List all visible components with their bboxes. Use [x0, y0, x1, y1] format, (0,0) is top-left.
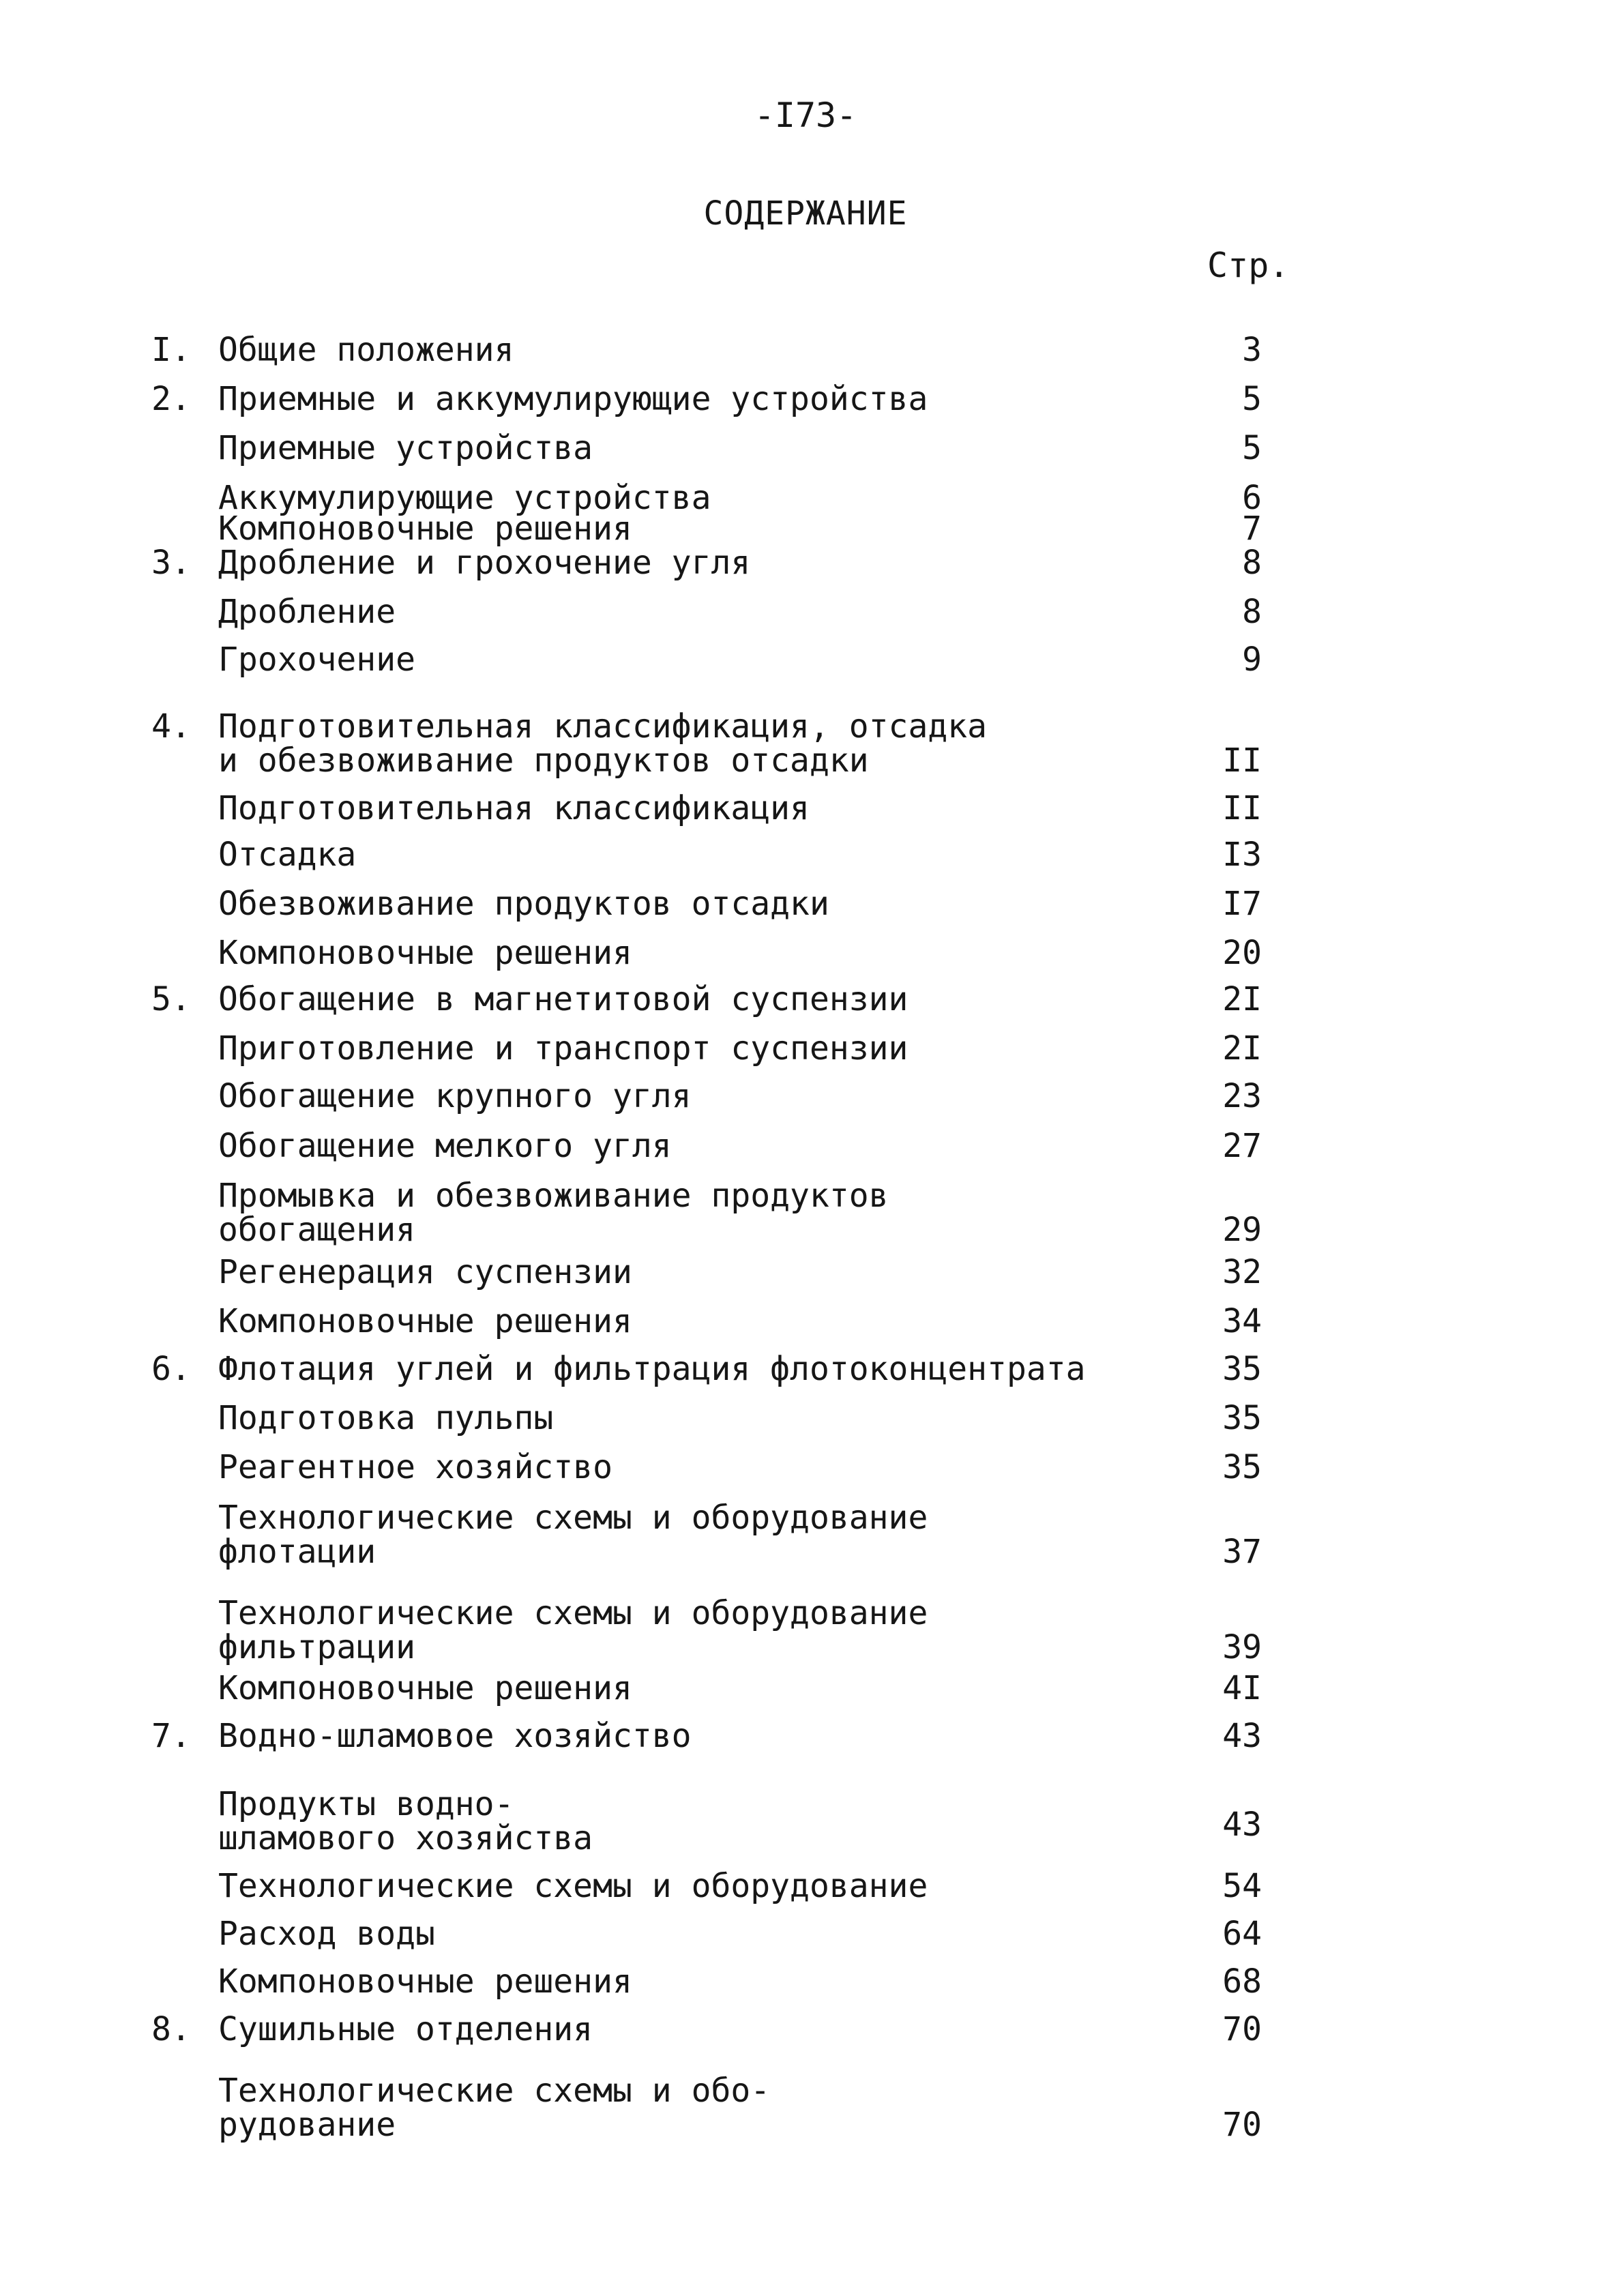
subsection-title: Обогащение мелкого угля — [218, 1127, 672, 1165]
page-reference: 6 — [1242, 479, 1262, 517]
subsection-title: Дробление — [218, 593, 396, 631]
subsection-title: Обогащение крупного угля — [218, 1077, 692, 1115]
subsection-title: Компоновочные решения — [218, 510, 632, 548]
page-reference: 32 — [1222, 1253, 1262, 1291]
page-reference: 35 — [1222, 1399, 1262, 1437]
subsection-title: Обезвоживание продуктов отсадки — [218, 885, 829, 923]
page-reference: 3 — [1242, 331, 1262, 369]
subsection-title: Расход воды — [218, 1915, 435, 1953]
subsection-title: Подготовка пульпы — [218, 1399, 554, 1437]
subsection-title: Продукты водно- шламового хозяйства — [218, 1785, 593, 1857]
page-reference: 20 — [1222, 934, 1262, 972]
subsection-title: Аккумулирующие устройства — [218, 479, 711, 517]
subsection-title: Технологические схемы и оборудование фильтрации — [218, 1594, 928, 1666]
page-reference: 34 — [1222, 1302, 1262, 1340]
page-reference: 43 — [1222, 1717, 1262, 1755]
page-reference: 64 — [1222, 1915, 1262, 1953]
page-reference: 43 — [1222, 1806, 1262, 1844]
page-reference: 70 — [1222, 2010, 1262, 2048]
section-number: I. — [151, 331, 191, 369]
page-reference: 29 — [1222, 1211, 1262, 1249]
page-reference: 9 — [1242, 641, 1262, 679]
subsection-title: Технологические схемы и оборудование — [218, 1867, 928, 1905]
subsection-title: Компоновочные решения — [218, 934, 632, 972]
page-reference: 8 — [1242, 593, 1262, 631]
section-number: 7. — [151, 1717, 191, 1755]
subsection-title: Грохочение — [218, 641, 415, 679]
page-reference: 5 — [1242, 429, 1262, 467]
section-title: Общие положения — [218, 331, 514, 369]
section-title: Приемные и аккумулирующие устройства — [218, 380, 928, 418]
page-number: -I73- — [754, 95, 857, 135]
page-reference: 39 — [1222, 1628, 1262, 1666]
page-reference: 70 — [1222, 2106, 1262, 2144]
section-number: 5. — [151, 980, 191, 1018]
page-reference: 2I — [1222, 1029, 1262, 1068]
subsection-title: Технологические схемы и оборудование флотации — [218, 1499, 928, 1571]
page-reference: 35 — [1222, 1448, 1262, 1486]
subsection-title: Подготовительная классификация — [218, 789, 810, 827]
section-title: Флотация углей и фильтрация флотоконцентрата — [218, 1350, 1086, 1388]
page-reference: 8 — [1242, 544, 1262, 582]
section-number: 8. — [151, 2010, 191, 2048]
page-reference: 23 — [1222, 1077, 1262, 1115]
subsection-title: Компоновочные решения — [218, 1302, 632, 1340]
page-reference: 5 — [1242, 380, 1262, 418]
page-reference: 68 — [1222, 1962, 1262, 2001]
section-title: Обогащение в магнетитовой суспензии — [218, 980, 908, 1018]
subsection-title: Приемные устройства — [218, 429, 593, 467]
subsection-title: Регенерация суспензии — [218, 1253, 632, 1291]
page-column-label: Стр. — [1207, 246, 1290, 285]
section-number: 2. — [151, 380, 191, 418]
subsection-title: Реагентное хозяйство — [218, 1448, 612, 1486]
subsection-title: Компоновочные решения — [218, 1669, 632, 1707]
section-title: Сушильные отделения — [218, 2010, 593, 2048]
section-number: 4. — [151, 707, 191, 746]
page-reference: II — [1222, 741, 1262, 780]
section-title: Подготовительная классификация, отсадка и обезвоживание продуктов отсадки — [218, 707, 988, 780]
page-reference: 7 — [1242, 510, 1262, 548]
section-number: 6. — [151, 1350, 191, 1388]
page-reference: 2I — [1222, 980, 1262, 1018]
subsection-title: Промывка и обезвоживание продуктов обогащения — [218, 1177, 889, 1249]
subsection-title: Технологические схемы и обо- рудование — [218, 2072, 771, 2144]
page-reference: 27 — [1222, 1127, 1262, 1165]
section-number: 3. — [151, 544, 191, 582]
subsection-title: Приготовление и транспорт суспензии — [218, 1029, 908, 1068]
page-reference: 4I — [1222, 1669, 1262, 1707]
page-reference: II — [1222, 789, 1262, 827]
subsection-title: Отсадка — [218, 836, 357, 874]
section-title: Водно-шламовое хозяйство — [218, 1717, 692, 1755]
section-title: Дробление и грохочение угля — [218, 544, 751, 582]
subsection-title: Компоновочные решения — [218, 1962, 632, 2001]
contents-heading: СОДЕРЖАНИЕ — [703, 194, 908, 233]
page-reference: 35 — [1222, 1350, 1262, 1388]
page-reference: I7 — [1222, 885, 1262, 923]
page-reference: 54 — [1222, 1867, 1262, 1905]
page-reference: 37 — [1222, 1533, 1262, 1571]
page-reference: I3 — [1222, 836, 1262, 874]
